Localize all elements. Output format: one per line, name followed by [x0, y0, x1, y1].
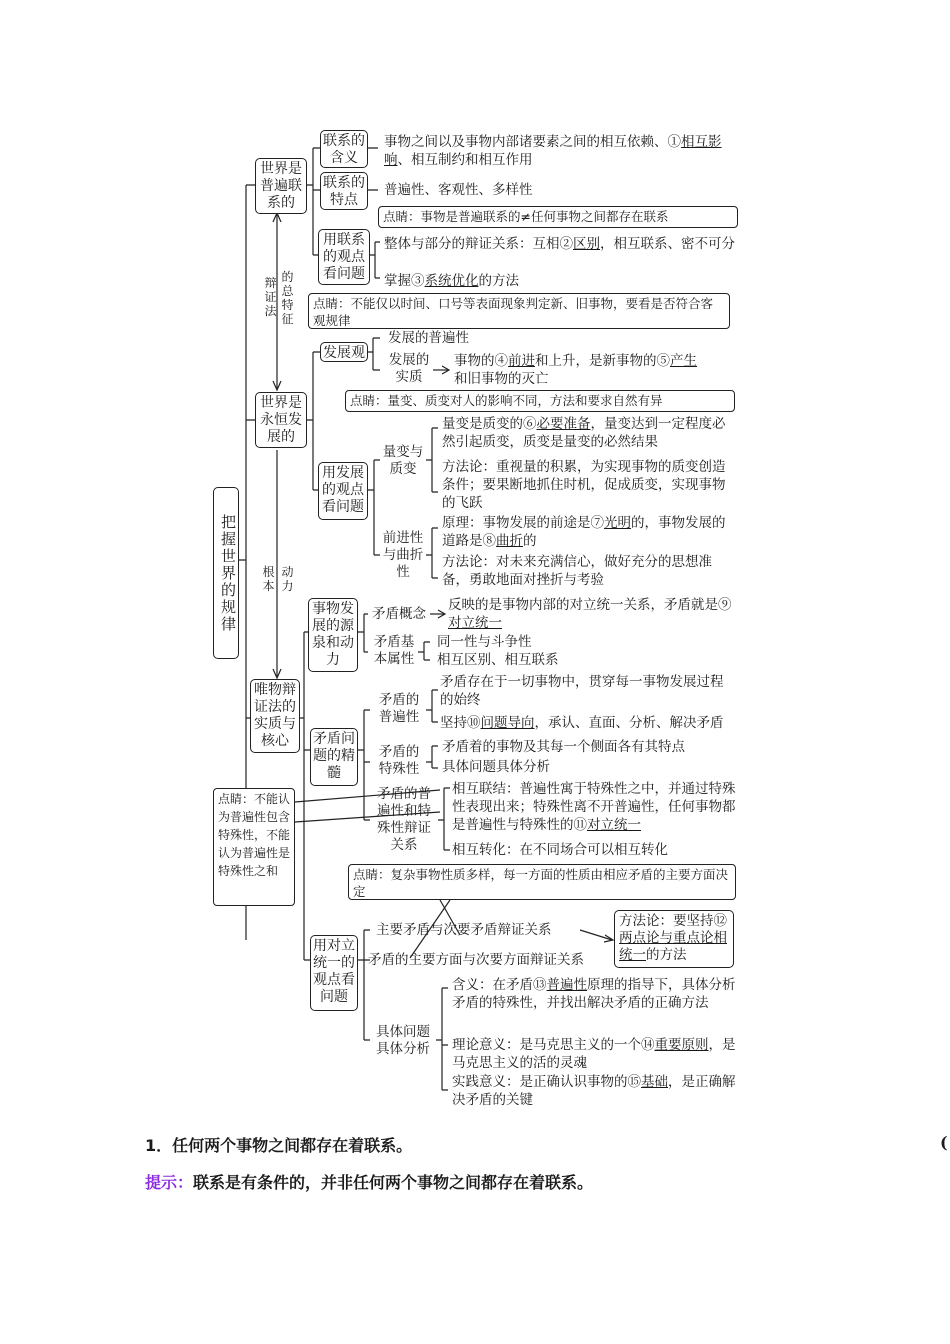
box-unity-view: 用对立统一的观点看问题	[310, 935, 358, 1011]
note-complex-things: 点睛：复杂事物性质多样，每一方面的性质由相应矛盾的主要方面决定	[348, 864, 736, 900]
text-attribute-2: 相互区别、相互联系	[437, 652, 559, 668]
text-connection-definition: 事物之间以及事物内部诸要素之间的相互依赖、①相互影响、相互制约和相互作用	[384, 134, 722, 168]
hint	[145, 1170, 593, 1193]
text-quantity-quality-relation: 量变是质变的⑥必要准备，量变达到一定程度必然引起质变，质变是量变的必然结果	[442, 416, 726, 450]
text-concrete-meaning: 含义：在矛盾⑬普遍性原理的指导下，具体分析矛盾的特殊性，并找出解决矛盾的正确方法	[452, 977, 736, 1011]
text-connection-features: 普遍性、客观性、多样性	[384, 182, 533, 198]
branch-contradiction: 唯物辩证法的实质与核心	[250, 679, 300, 753]
box-connection-features: 联系的特点	[320, 172, 368, 210]
note-quantity-quality: 点睛：量变、质变对人的影响不同，方法和要求自然有异	[345, 390, 735, 412]
hint-label: 提示：	[145, 1173, 194, 1192]
root-node: 把握世界的规律	[213, 487, 239, 659]
text-universality-2: 坚持⑩问题导向，承认、直面、分析、解决矛盾	[440, 715, 724, 731]
note-new-old-things: 点睛：不能仅以时间、口号等表面现象判定新、旧事物，要看是否符合客观规律	[308, 293, 730, 329]
box-development-method: 用发展的观点看问题	[318, 462, 368, 520]
text-contradiction-concept: 反映的是事物内部的对立统一关系，矛盾就是⑨对立统一	[448, 597, 732, 631]
label-development-essence: 发展的实质	[388, 352, 430, 385]
branch-connection: 世界是普遍联系的	[255, 158, 307, 214]
label-dialectic: 辩证法	[264, 276, 277, 318]
question-1: 1．任何两个事物之间都存在着联系。	[145, 1136, 413, 1155]
label-particularity: 矛盾的特殊性	[378, 744, 420, 777]
label-universality-particularity: 矛盾的普遍性和特殊性辩证关系	[377, 786, 431, 853]
text-attribute-1: 同一性与斗争性	[437, 634, 532, 650]
box-connection-view: 用联系的观点看问题	[318, 229, 370, 285]
box-development-view: 发展观	[320, 342, 368, 362]
text-main-secondary-aspect: 矛盾的主要方面与次要方面辩证关系	[368, 952, 584, 968]
text-main-secondary-contradiction: 主要矛盾与次要矛盾辩证关系	[376, 922, 552, 938]
text-system-optimization: 掌握③系统优化的方法	[384, 273, 519, 289]
text-quantity-quality-method: 方法论：重视量的积累，为实现事物的质变创造条件；要果断地抓住时机，促成质变，实现事物的飞跃	[442, 459, 726, 511]
hint-text: 联系是有条件的，并非任何两个事物之间都存在着联系。	[193, 1173, 594, 1192]
label-quantity-quality: 量变与质变	[382, 444, 424, 477]
text-development-essence: 事物的④前进和上升，是新事物的⑤产生 和旧事物的灭亡	[454, 353, 697, 387]
label-universality: 矛盾的普遍性	[378, 692, 420, 725]
box-contradiction-essence: 矛盾问题的精髓	[310, 728, 358, 786]
text-whole-part: 整体与部分的辩证关系：互相②区别，相互联系、密不可分	[384, 236, 735, 252]
note-universality-particularity: 点睛：不能认为普遍性包含特殊性，不能认为普遍性是特殊性之和	[213, 788, 295, 906]
label-basic-attributes: 矛盾基本属性	[373, 634, 415, 667]
note-universal-connection: 点睛：事物是普遍联系的≠任何事物之间都存在联系	[378, 206, 738, 228]
text-progress-principle: 原理：事物发展的前途是⑦光明的，事物发展的道路是⑧曲折的	[442, 515, 726, 549]
text-universality-1: 矛盾存在于一切事物中，贯穿每一事物发展过程的始终	[440, 674, 724, 708]
text-relation-link: 相互联结：普遍性寓于特殊性之中，并通过特殊性表现出来；特殊性离不开普遍性，任何事物都是普遍性与特殊性的⑪对立统一	[452, 781, 736, 833]
box-two-point-method: 方法论：要坚持⑫两点论与重点论相统一的方法	[614, 910, 734, 968]
label-general-feature: 的总特征	[281, 270, 294, 326]
text-particularity-1: 矛盾着的事物及其每一个侧面各有其特点	[442, 739, 685, 755]
text-relation-transform: 相互转化：在不同场合可以相互转化	[452, 842, 668, 858]
answer-paren: (	[940, 1133, 948, 1152]
label-power: 动力	[281, 565, 294, 593]
label-progress-twist: 前进性与曲折性	[382, 530, 424, 580]
text-concrete-practice: 实践意义：是正确认识事物的⑮基础，是正确解决矛盾的关键	[452, 1074, 736, 1108]
box-connection-definition: 联系的含义	[320, 130, 368, 168]
box-source-power: 事物发展的源泉和动力	[308, 598, 358, 672]
branch-development: 世界是永恒发展的	[255, 392, 307, 448]
label-concrete-analysis: 具体问题具体分析	[376, 1024, 430, 1057]
text-concrete-theory: 理论意义：是马克思主义的一个⑭重要原则，是马克思主义的活的灵魂	[452, 1037, 736, 1071]
text-progress-method: 方法论：对未来充满信心，做好充分的思想准备，勇敢地面对挫折与考验	[442, 554, 712, 588]
label-contradiction-concept: 矛盾概念	[372, 606, 426, 622]
text-development-universality: 发展的普遍性	[388, 330, 469, 346]
label-root: 根本	[262, 565, 275, 593]
text-particularity-2: 具体问题具体分析	[442, 759, 550, 775]
